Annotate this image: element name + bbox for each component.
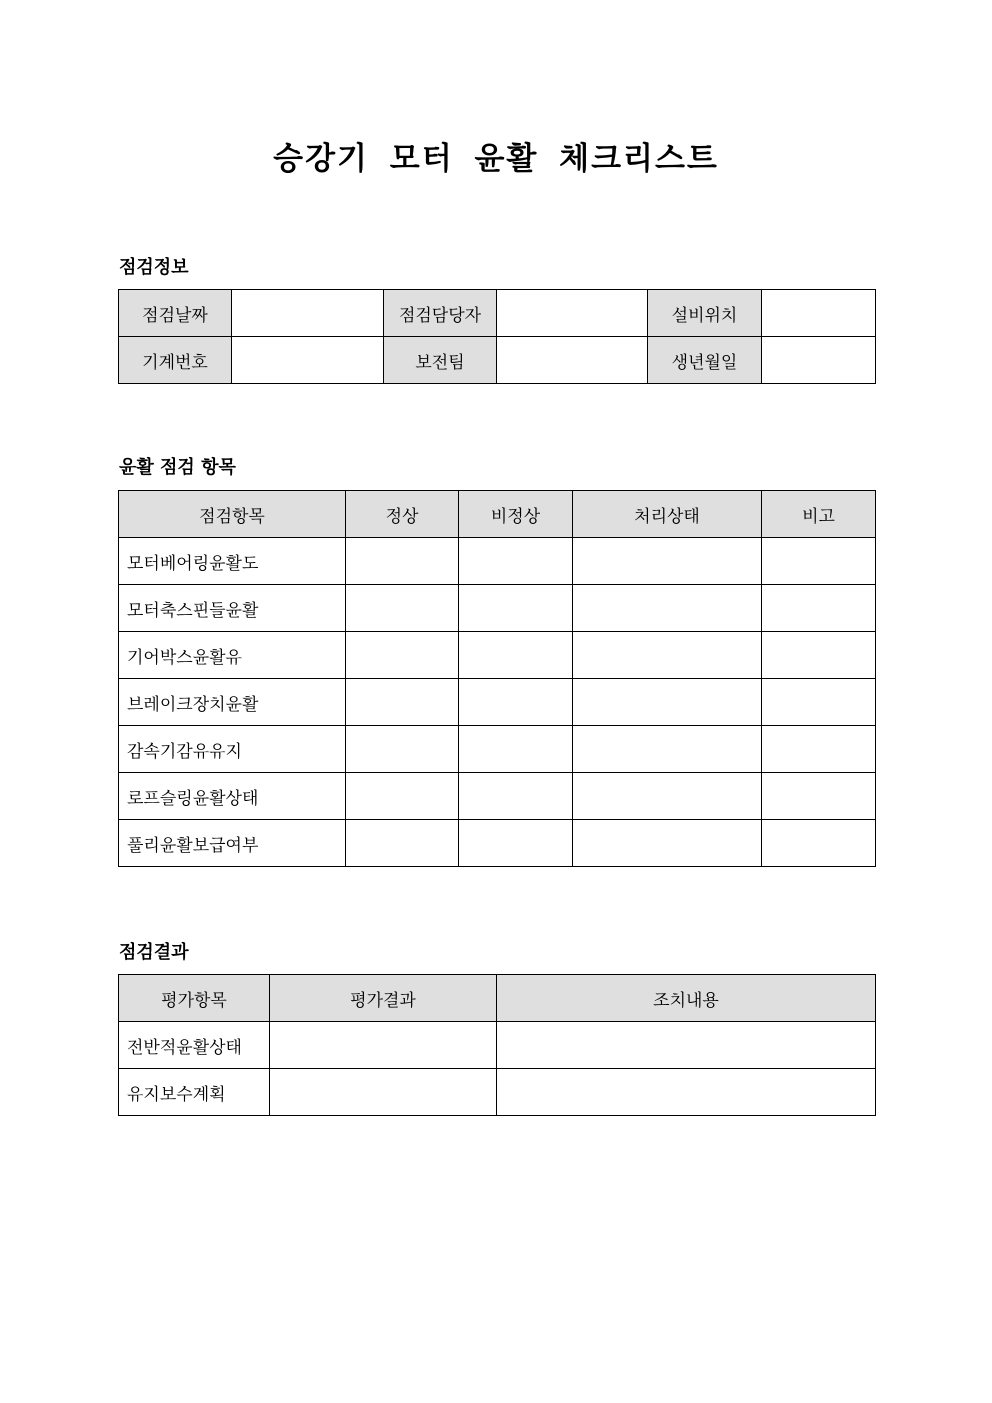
table-row	[119, 820, 876, 867]
abnormal-cell[interactable]	[459, 585, 573, 632]
abnormal-cell[interactable]	[459, 632, 573, 679]
table-row	[119, 1069, 876, 1116]
header-eval-item: 평가항목	[119, 975, 270, 1022]
remarks-cell[interactable]	[762, 585, 876, 632]
machine-number-field[interactable]	[232, 337, 384, 384]
maintenance-team-label: 보전팀	[384, 337, 497, 384]
header-status: 처리상태	[573, 491, 762, 538]
abnormal-cell[interactable]	[459, 726, 573, 773]
normal-cell[interactable]	[346, 679, 459, 726]
result-header-row	[119, 975, 876, 1022]
abnormal-cell[interactable]	[459, 820, 573, 867]
item-label: 풀리윤활보급여부	[119, 820, 346, 867]
equipment-location-label: 설비위치	[648, 290, 762, 337]
birth-date-label: 생년월일	[648, 337, 762, 384]
table-row	[119, 773, 876, 820]
inspector-label: 점검담당자	[384, 290, 497, 337]
machine-number-label: 기계번호	[119, 337, 232, 384]
remarks-cell[interactable]	[762, 820, 876, 867]
info-table	[118, 289, 876, 384]
info-section-title: 점검정보	[119, 257, 189, 278]
table-row	[119, 632, 876, 679]
normal-cell[interactable]	[346, 538, 459, 585]
table-row	[119, 1022, 876, 1069]
remarks-cell[interactable]	[762, 773, 876, 820]
birth-date-field[interactable]	[762, 337, 876, 384]
eval-result-cell[interactable]	[270, 1069, 497, 1116]
maintenance-team-field[interactable]	[497, 337, 648, 384]
normal-cell[interactable]	[346, 820, 459, 867]
status-cell[interactable]	[573, 820, 762, 867]
page-title: 승강기 모터 윤활 체크리스트	[273, 141, 719, 177]
info-row	[119, 337, 876, 384]
item-label: 기어박스윤활유	[119, 632, 346, 679]
equipment-location-field[interactable]	[762, 290, 876, 337]
item-label: 모터축스핀들윤활	[119, 585, 346, 632]
action-cell[interactable]	[497, 1069, 876, 1116]
abnormal-cell[interactable]	[459, 773, 573, 820]
inspection-date-field[interactable]	[232, 290, 384, 337]
status-cell[interactable]	[573, 538, 762, 585]
remarks-cell[interactable]	[762, 538, 876, 585]
item-label: 감속기감유유지	[119, 726, 346, 773]
remarks-cell[interactable]	[762, 726, 876, 773]
header-remarks: 비고	[762, 491, 876, 538]
items-section-title: 윤활 점검 항목	[119, 457, 236, 478]
normal-cell[interactable]	[346, 632, 459, 679]
status-cell[interactable]	[573, 585, 762, 632]
header-action: 조치내용	[497, 975, 876, 1022]
remarks-cell[interactable]	[762, 679, 876, 726]
table-row	[119, 538, 876, 585]
header-normal: 정상	[346, 491, 459, 538]
action-cell[interactable]	[497, 1022, 876, 1069]
result-table	[118, 974, 876, 1116]
remarks-cell[interactable]	[762, 632, 876, 679]
result-section-title: 점검결과	[119, 942, 189, 963]
inspector-field[interactable]	[497, 290, 648, 337]
eval-item-label: 유지보수계획	[119, 1069, 270, 1116]
eval-item-label: 전반적윤활상태	[119, 1022, 270, 1069]
eval-result-cell[interactable]	[270, 1022, 497, 1069]
normal-cell[interactable]	[346, 726, 459, 773]
info-row	[119, 290, 876, 337]
header-check-item: 점검항목	[119, 491, 346, 538]
item-label: 모터베어링윤활도	[119, 538, 346, 585]
table-row	[119, 679, 876, 726]
items-header-row	[119, 491, 876, 538]
abnormal-cell[interactable]	[459, 538, 573, 585]
status-cell[interactable]	[573, 679, 762, 726]
inspection-date-label: 점검날짜	[119, 290, 232, 337]
header-eval-result: 평가결과	[270, 975, 497, 1022]
table-row	[119, 585, 876, 632]
item-label: 브레이크장치윤활	[119, 679, 346, 726]
status-cell[interactable]	[573, 773, 762, 820]
items-table	[118, 490, 876, 867]
table-row	[119, 726, 876, 773]
abnormal-cell[interactable]	[459, 679, 573, 726]
normal-cell[interactable]	[346, 773, 459, 820]
header-abnormal: 비정상	[459, 491, 573, 538]
item-label: 로프슬링윤활상태	[119, 773, 346, 820]
normal-cell[interactable]	[346, 585, 459, 632]
status-cell[interactable]	[573, 632, 762, 679]
status-cell[interactable]	[573, 726, 762, 773]
